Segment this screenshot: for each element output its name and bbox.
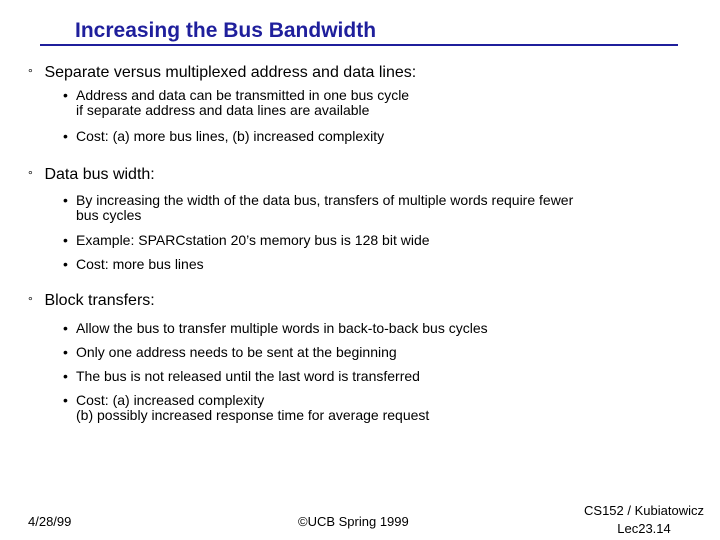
section-heading-text: Block transfers:	[44, 292, 155, 309]
bullet-item	[63, 129, 703, 144]
bullet-item	[63, 321, 703, 336]
section-heading	[28, 291, 708, 311]
title-underline	[40, 44, 678, 46]
bullet-text: Cost: (a) increased complexity (b) possibly increased response time for average request	[76, 392, 430, 423]
bullet-dot-icon: •	[63, 87, 68, 103]
bullet-dot-icon: •	[63, 192, 68, 208]
bullet-item	[63, 393, 703, 423]
bullet-text: Address and data can be transmitted in one bus cycle if separate address and data lines are available	[76, 87, 410, 118]
bullet-dot-icon: •	[63, 232, 68, 248]
bullet-text: Only one address needs to be sent at the beginning	[76, 344, 397, 360]
bullet-text: The bus is not released until the last word is transferred	[76, 368, 420, 384]
bullet-item	[63, 345, 703, 360]
section-heading-text: Separate versus multiplexed address and data lines:	[44, 64, 417, 81]
footer-date: 4/28/99	[28, 514, 72, 529]
section-heading-text: Data bus width:	[44, 166, 155, 183]
bullet-text: Allow the bus to transfer multiple words in back-to-back bus cycles	[76, 320, 488, 336]
bullet-dot-icon: •	[63, 320, 68, 336]
bullet-text: Cost: more bus lines	[76, 256, 204, 272]
bullet-text: Example: SPARCstation 20’s memory bus is 128 bit wide	[76, 232, 430, 248]
bullet-item	[63, 233, 703, 248]
section-multiplexed-lines	[28, 63, 708, 144]
degree-bullet-icon: °	[28, 66, 33, 80]
footer-copyright: ©UCB Spring 1999	[298, 514, 409, 529]
section-block-transfers	[28, 291, 708, 423]
bullet-dot-icon: •	[63, 128, 68, 144]
bullet-dot-icon: •	[63, 368, 68, 384]
bullet-item	[63, 257, 703, 272]
degree-bullet-icon: °	[28, 294, 33, 308]
bullet-item	[63, 88, 703, 118]
bullet-item	[63, 369, 703, 384]
slide-title: Increasing the Bus Bandwidth	[75, 19, 377, 42]
bullet-text: Cost: (a) more bus lines, (b) increased complexity	[76, 128, 385, 144]
section-data-bus-width	[28, 165, 708, 272]
footer-course-info	[570, 502, 718, 538]
bullet-dot-icon: •	[63, 256, 68, 272]
bullet-dot-icon: •	[63, 392, 68, 408]
bullet-text: By increasing the width of the data bus, transfers of multiple words require fewer bus cycles	[76, 192, 574, 223]
footer-course-name: CS152 / Kubiatowicz	[584, 503, 704, 518]
bullet-item	[63, 193, 703, 223]
footer-lecture-number: Lec23.14	[617, 521, 671, 536]
section-heading	[28, 165, 708, 185]
bullet-dot-icon: •	[63, 344, 68, 360]
degree-bullet-icon: °	[28, 168, 33, 182]
section-heading	[28, 63, 708, 83]
